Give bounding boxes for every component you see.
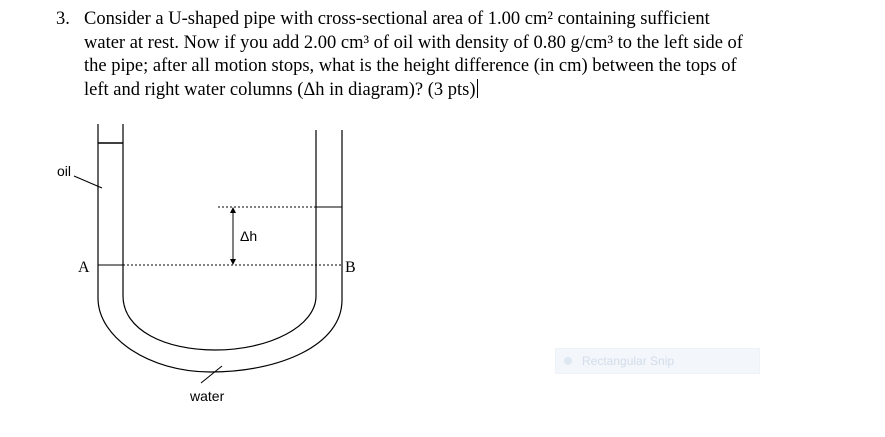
point-a-label: A xyxy=(78,259,90,276)
rectangular-snip-overlay[interactable] xyxy=(555,348,760,374)
u-tube-inner-wall xyxy=(123,124,316,350)
u-tube-outer-wall xyxy=(98,124,342,372)
delta-h-label: Δh xyxy=(240,228,258,244)
water-label: water xyxy=(190,388,225,404)
water-leader-line xyxy=(201,366,222,383)
question-line-4-text: left and right water columns (Δh in diagram)? (3 pts) xyxy=(84,79,476,100)
question-number: 3. xyxy=(56,9,70,29)
snip-mode-label: Rectangular Snip xyxy=(582,354,675,368)
question-line-1: Consider a U-shaped pipe with cross-sectional area of 1.00 cm² containing sufficient xyxy=(84,9,710,29)
delta-h-arrow-head-up xyxy=(230,207,236,213)
point-b-label: B xyxy=(345,259,356,276)
question-line-3: the pipe; after all motion stops, what is the height difference (in cm) between the tops of xyxy=(84,56,737,76)
delta-h-arrow-head-down xyxy=(230,259,236,265)
snip-mode-icon xyxy=(564,357,572,365)
question-line-2: water at rest. Now if you add 2.00 cm³ of oil with density of 0.80 g/cm³ to the left side of xyxy=(84,32,743,53)
oil-label: oil xyxy=(57,163,72,179)
